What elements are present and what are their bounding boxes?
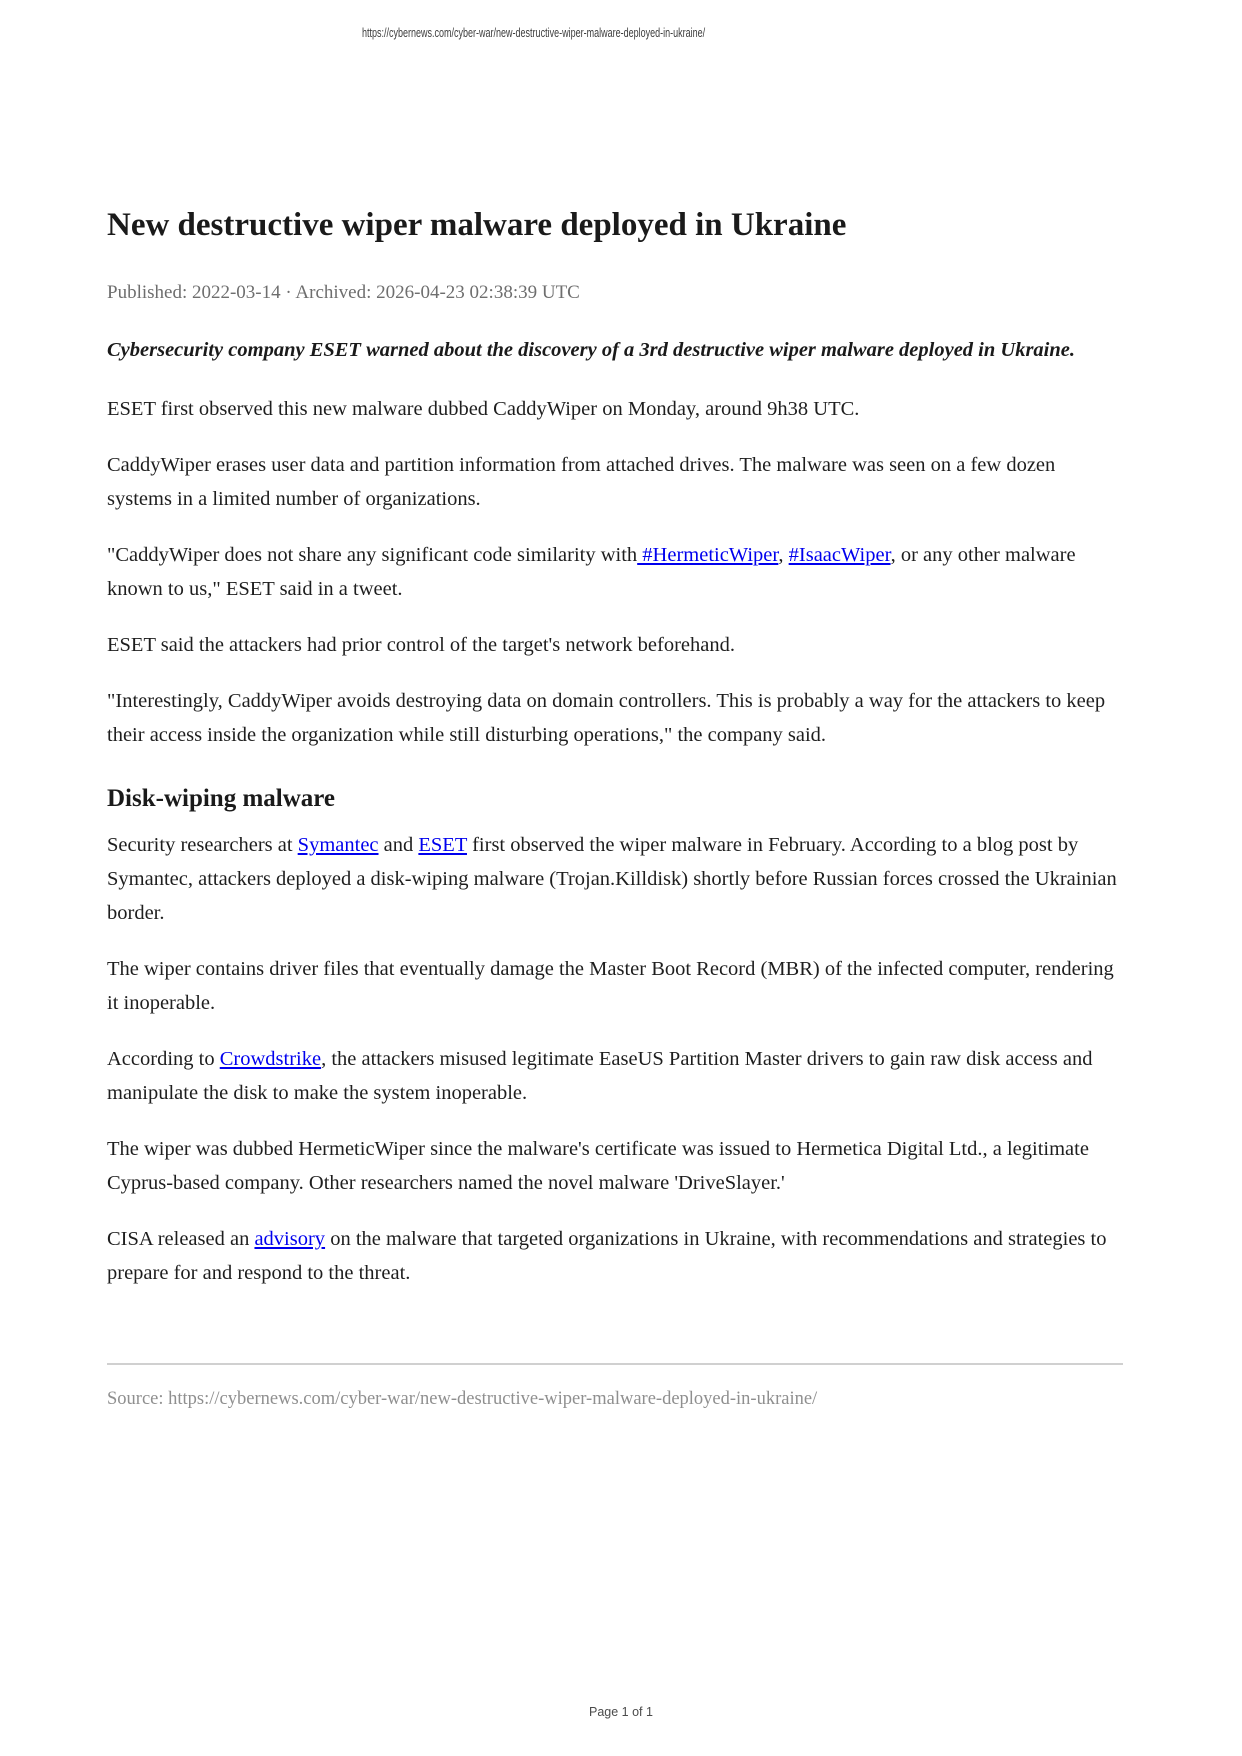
source-line: Source: https://cybernews.com/cyber-war/new-destructive-wiper-malware-deployed-in-ukraine/ — [107, 1389, 818, 1409]
eset-link[interactable]: ESET — [418, 834, 467, 856]
section-heading: Disk-wiping malware — [107, 785, 336, 812]
page-number-footer: Page 1 of 1 — [589, 1705, 653, 1719]
symantec-link[interactable]: Symantec — [297, 834, 379, 856]
article-title: New destructive wiper malware deployed in Ukraine — [107, 207, 847, 243]
article-paragraph: The wiper contains driver files that eventually damage the Master Boot Record (MBR) of the infected computer, rendering it inoperable. — [107, 958, 1114, 1014]
source-divider — [107, 1363, 1123, 1365]
advisory-link[interactable]: advisory — [254, 1228, 326, 1250]
article-paragraph: The wiper was dubbed HermeticWiper since the malware's certificate was issued to Hermetica Digital Ltd., a legitimate Cyprus-based company. Other researchers named the novel malware 'DriveSlayer.' — [107, 1138, 1089, 1194]
article-paragraph: ESET first observed this new malware dubbed CaddyWiper on Monday, around 9h38 UTC. — [107, 398, 860, 420]
article-meta-line: Published: 2022-03-14 · Archived: 2026-04-23 02:38:39 UTC — [107, 282, 580, 303]
crowdstrike-link[interactable]: Crowdstrike — [219, 1048, 322, 1070]
hermeticwiper-link[interactable]: #HermeticWiper — [637, 544, 779, 566]
article-paragraph: Security researchers at Symantec and ESET first observed the wiper malware in February. According to a blog post by Symantec, attackers deployed a disk-wiping malware (Trojan.Killdisk) shortly before Russian forces crossed the Ukrainian border. — [107, 834, 1117, 924]
article-paragraph: "CaddyWiper does not share any significant code similarity with #HermeticWiper, #IsaacWiper, or any other malware known to us," ESET said in a tweet. — [107, 544, 1076, 600]
article-body — [107, 392, 1123, 1290]
article-paragraph: ESET said the attackers had prior control of the target's network beforehand. — [107, 634, 735, 656]
article-lede: Cybersecurity company ESET warned about the discovery of a 3rd destructive wiper malware deployed in Ukraine. — [107, 339, 1075, 361]
article-paragraph: CISA released an advisory on the malware that targeted organizations in Ukraine, with recommendations and strategies to prepare for and respond to the threat. — [107, 1228, 1107, 1284]
print-header-url: https://cybernews.com/cyber-war/new-destructive-wiper-malware-deployed-in-ukraine/ — [362, 26, 706, 40]
isaacwiper-link[interactable]: #IsaacWiper — [788, 544, 891, 566]
article-paragraph: "Interestingly, CaddyWiper avoids destroying data on domain controllers. This is probably a way for the attackers to keep their access inside the organization while still disturbing operations," the company said. — [107, 690, 1106, 746]
article-paragraph: According to Crowdstrike, the attackers misused legitimate EaseUS Partition Master drivers to gain raw disk access and manipulate the disk to make the system inoperable. — [107, 1048, 1093, 1104]
article-paragraph: CaddyWiper erases user data and partition information from attached drives. The malware was seen on a few dozen systems in a limited number of organizations. — [107, 454, 1056, 510]
